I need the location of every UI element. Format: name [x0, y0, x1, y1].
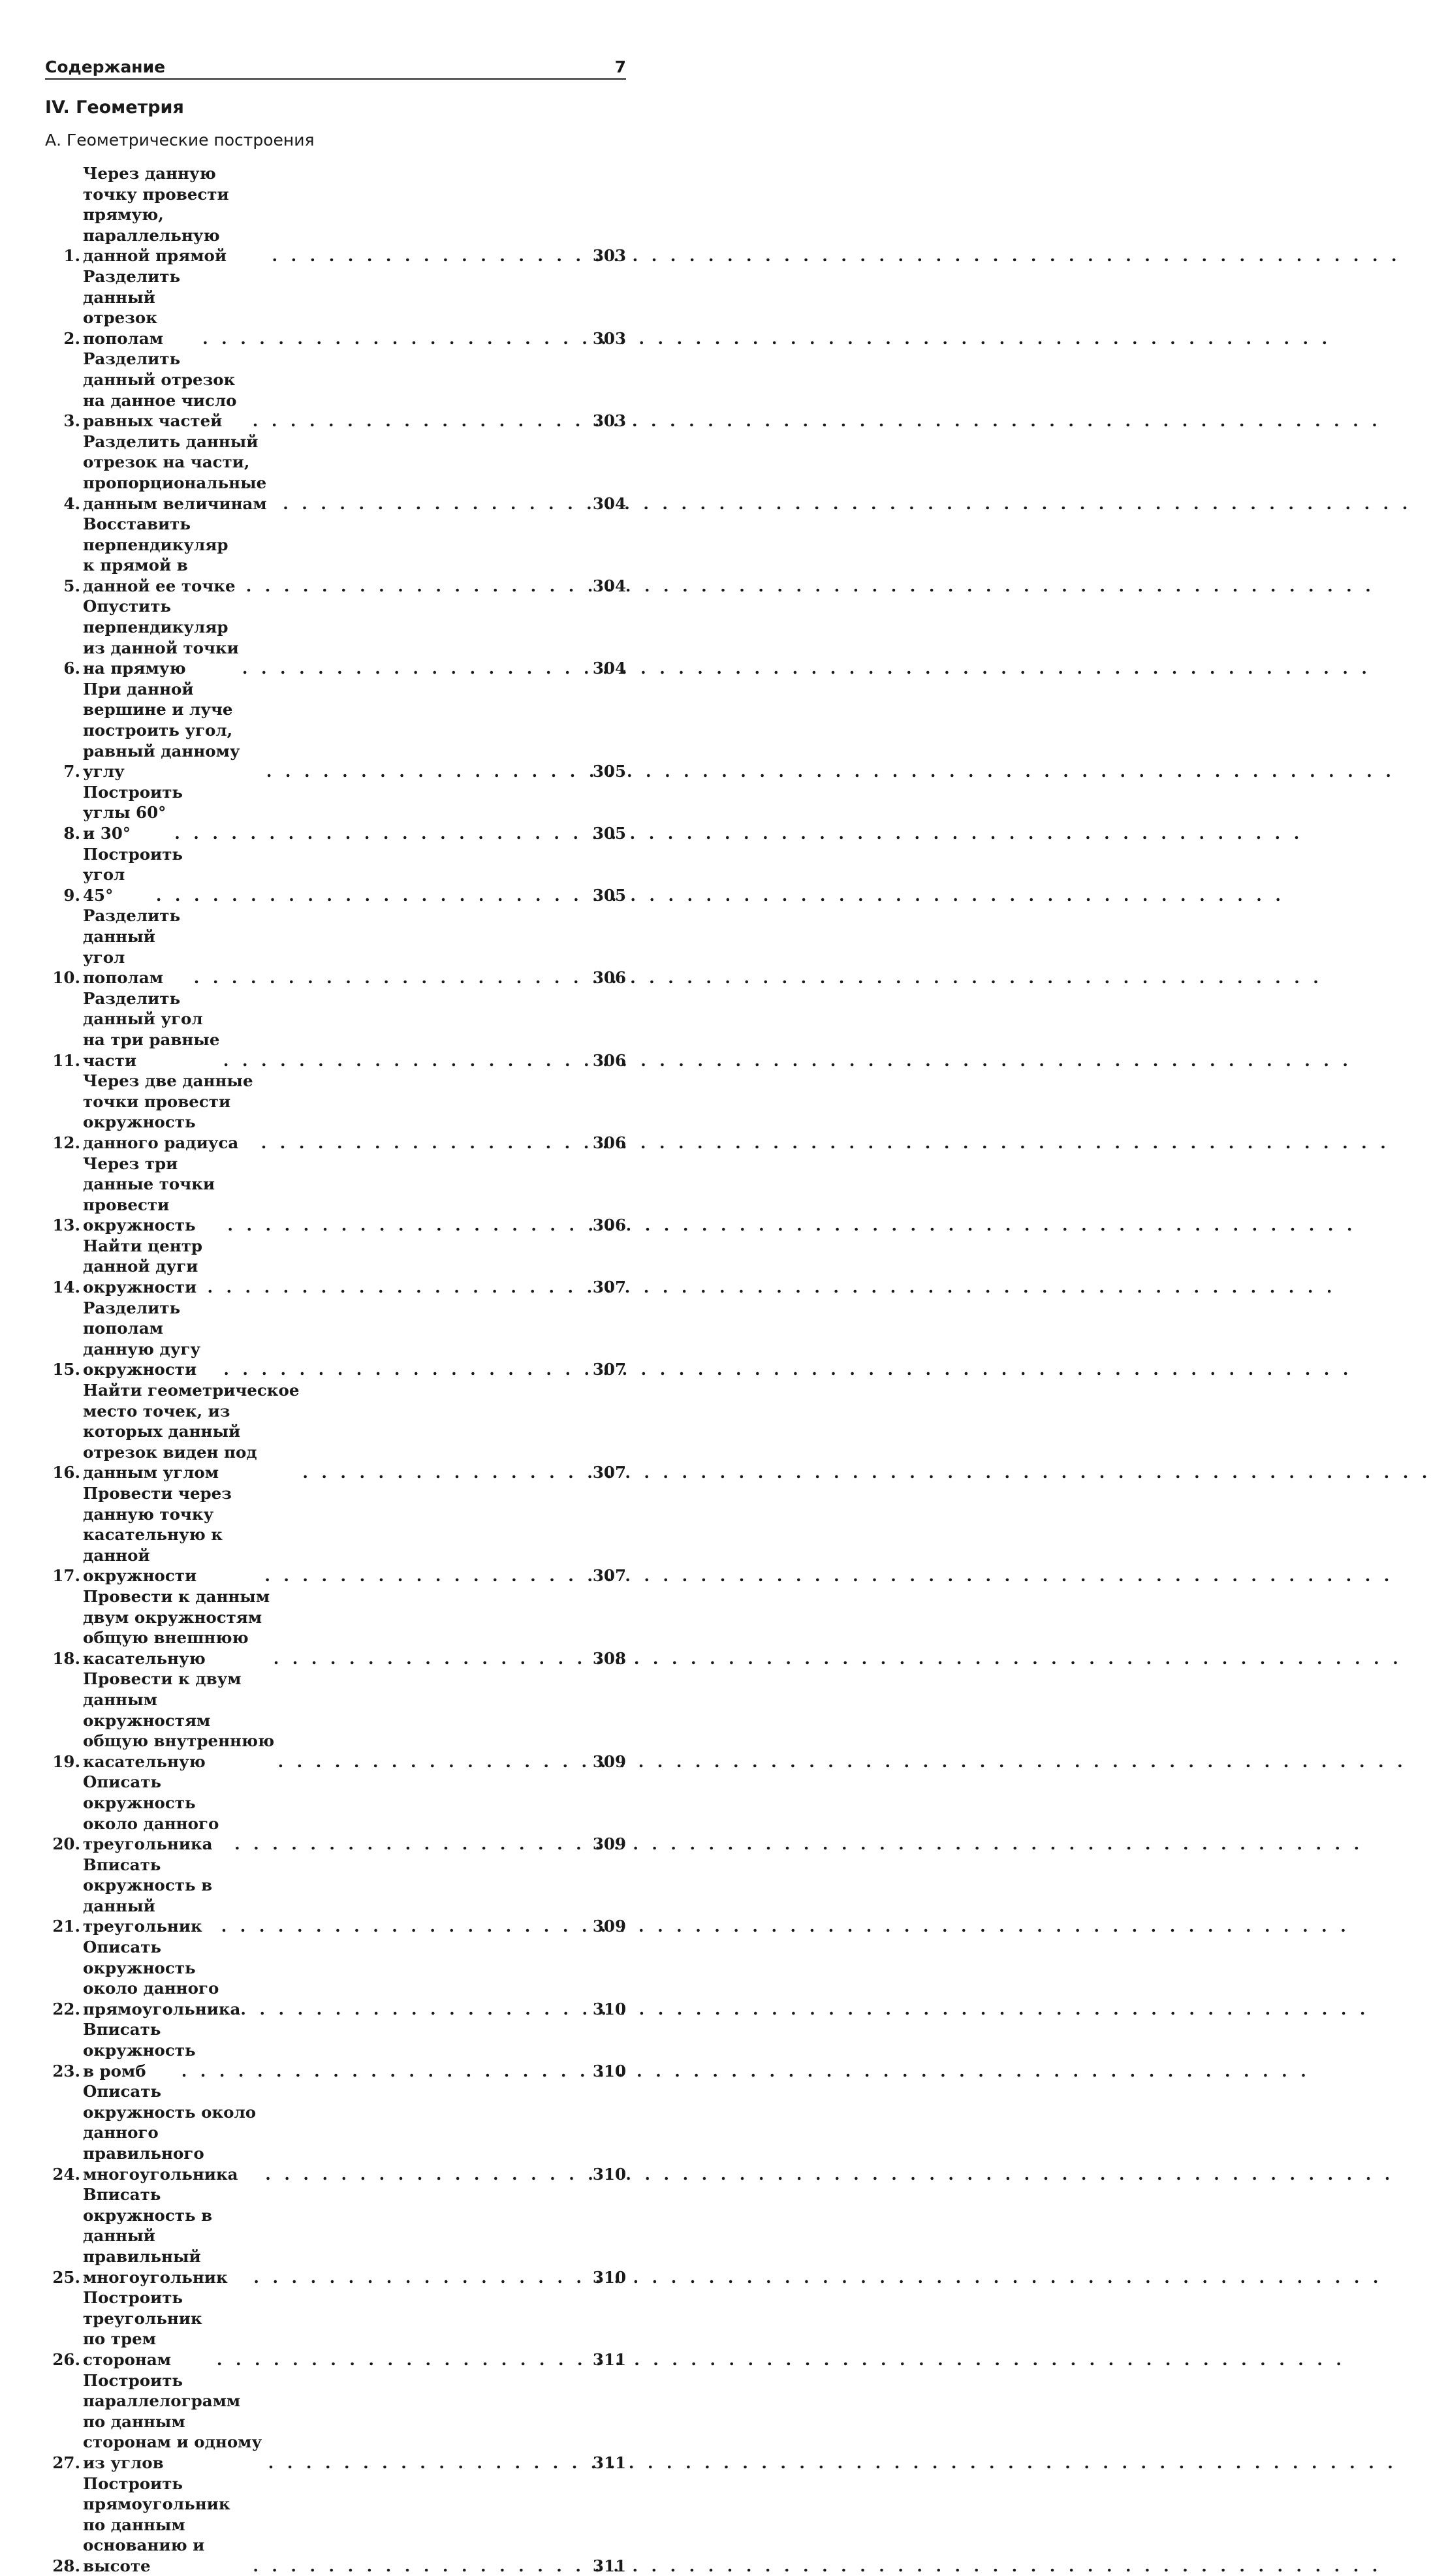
toc-entry-number: 8. [45, 823, 80, 844]
toc-entry-body [80, 349, 626, 431]
running-head-title: Содержание [45, 57, 165, 77]
toc-entry [45, 1071, 626, 1153]
toc-entry-page: 311 [592, 2453, 626, 2474]
toc-dot-leader [172, 823, 592, 844]
toc-entry-body [80, 2019, 626, 2081]
toc-entry-body [80, 2081, 626, 2184]
toc-entry-body [80, 1380, 626, 1483]
toc-entry [45, 1236, 626, 1298]
toc-entry-body [80, 1298, 626, 1380]
toc-entry-page: 308 [592, 1648, 626, 1669]
toc-dot-leader [219, 1916, 592, 1937]
toc-entry-body [80, 988, 626, 1071]
toc-entry-page: 304 [592, 494, 626, 514]
toc-entry-body [80, 1071, 626, 1153]
toc-entry-page: 306 [592, 967, 626, 988]
toc-entry-body [80, 1236, 626, 1298]
toc-entry-number: 16. [45, 1462, 80, 1483]
toc-entry-text: Найти геометрическое место точек, из которых данный отрезок виден под данным углом [83, 1380, 300, 1483]
toc-entry-number: 5. [45, 576, 80, 597]
page-number: 7 [615, 57, 626, 77]
toc-dot-leader [240, 658, 592, 679]
toc-entry-number: 27. [45, 2453, 80, 2474]
toc-entry [45, 596, 626, 678]
toc-entry-number: 10. [45, 967, 80, 988]
toc-entry-page: 307 [592, 1462, 626, 1483]
toc-entry [45, 1380, 626, 1483]
toc-entry-page: 310 [592, 2164, 626, 2185]
toc-dot-leader [259, 1133, 592, 1154]
toc-dot-leader [179, 2061, 592, 2082]
toc-entry [45, 2287, 626, 2370]
toc-entry-body [80, 1772, 626, 1854]
section-title: IV. Геометрия [45, 97, 184, 119]
toc-entry-page: 303 [592, 411, 626, 432]
toc-entry-text: Опустить перпендикуляр из данной точки на прямую [83, 596, 240, 678]
toc-entry-number: 2. [45, 328, 80, 349]
toc-dot-leader [280, 494, 592, 514]
toc-entry-body [80, 2287, 626, 2370]
toc-dot-leader [191, 967, 592, 988]
toc-entry-body [80, 514, 626, 596]
toc-entry-page: 307 [592, 1277, 626, 1298]
toc-entry-page: 307 [592, 1359, 626, 1380]
toc-entry [45, 844, 626, 906]
toc-entry-number: 18. [45, 1648, 80, 1669]
toc-entry-body [80, 782, 626, 844]
toc-entry-text: Найти центр данной дуги окружности [83, 1236, 204, 1298]
toc-list [45, 163, 626, 2576]
toc-dot-leader [232, 1834, 592, 1855]
toc-entry [45, 1154, 626, 1236]
toc-entry-text: Провести к данным двум окружностям общую внешнюю касательную [83, 1586, 271, 1669]
toc-entry [45, 988, 626, 1071]
toc-entry-page: 310 [592, 2267, 626, 2288]
toc-entry [45, 514, 626, 596]
toc-entry-body [80, 1483, 626, 1586]
toc-entry-page: 310 [592, 1999, 626, 2020]
toc-dot-leader [225, 1215, 592, 1236]
toc-entry-text: Разделить данный отрезок пополам [83, 266, 200, 349]
toc-entry-page: 303 [592, 245, 626, 266]
toc-entry [45, 1669, 626, 1772]
toc-dot-leader [250, 411, 592, 432]
toc-dot-leader [262, 1565, 592, 1586]
toc-entry-page: 307 [592, 1565, 626, 1586]
toc-entry-number: 17. [45, 1565, 80, 1586]
toc-entry [45, 1855, 626, 1937]
toc-entry-page: 310 [592, 2061, 626, 2082]
toc-entry-page: 311 [592, 2349, 626, 2370]
toc-entry [45, 2474, 626, 2576]
toc-entry-number: 7. [45, 761, 80, 782]
toc-entry-text: Разделить данный отрезок на части, пропорциональные данным величинам [83, 432, 280, 514]
toc-entry-body [80, 1669, 626, 1772]
toc-entry [45, 1298, 626, 1380]
toc-entry-page: 304 [592, 576, 626, 597]
toc-entry [45, 1772, 626, 1854]
toc-entry-text: При данной вершине и луче построить угол, равный данному углу [83, 679, 264, 782]
toc-entry-body [80, 266, 626, 349]
toc-entry-body [80, 596, 626, 678]
toc-entry-text: Описать окружность около данного правильного многоугольника [83, 2081, 262, 2184]
toc-dot-leader [244, 576, 592, 597]
toc-entry-body [80, 1586, 626, 1669]
toc-entry-body [80, 905, 626, 988]
toc-dot-leader [266, 2453, 592, 2474]
toc-entry-text: Провести к двум данным окружностям общую внутреннюю касательную [83, 1669, 275, 1772]
toc-page [45, 0, 626, 1045]
toc-dot-leader [214, 2349, 592, 2370]
toc-dot-leader [238, 1999, 592, 2020]
toc-entry-number: 6. [45, 658, 80, 679]
toc-entry-number: 15. [45, 1359, 80, 1380]
toc-entry-text: Разделить данный угол на три равные части [83, 988, 221, 1071]
toc-entry-number: 21. [45, 1916, 80, 1937]
toc-entry [45, 2370, 626, 2474]
toc-entry [45, 782, 626, 844]
toc-entry [45, 679, 626, 782]
toc-entry-body [80, 2184, 626, 2287]
toc-entry-text: Вписать окружность в ромб [83, 2019, 179, 2081]
toc-entry-text: Провести через данную точку касательную к данной окружности [83, 1483, 262, 1586]
toc-entry-number: 24. [45, 2164, 80, 2185]
toc-entry-page: 309 [592, 1834, 626, 1855]
toc-entry [45, 1937, 626, 2019]
toc-entry-page: 306 [592, 1215, 626, 1236]
toc-entry-text: Разделить данный отрезок на данное число равных частей [83, 349, 250, 431]
toc-dot-leader [250, 2556, 592, 2576]
toc-entry [45, 1483, 626, 1586]
toc-entry-text: Вписать окружность в данный треугольник [83, 1855, 219, 1937]
toc-entry-text: Построить углы 60° и 30° [83, 782, 172, 844]
toc-entry-body [80, 432, 626, 514]
toc-entry-number: 12. [45, 1133, 80, 1154]
toc-dot-leader [251, 2267, 592, 2288]
toc-entry-page: 306 [592, 1133, 626, 1154]
toc-dot-leader [153, 885, 592, 906]
toc-entry [45, 2019, 626, 2081]
toc-entry-number: 28. [45, 2556, 80, 2576]
toc-entry-text: Через две данные точки провести окружность данного радиуса [83, 1071, 259, 1153]
toc-dot-leader [271, 1648, 592, 1669]
toc-entry-text: Описать окружность около данного прямоугольника [83, 1937, 238, 2019]
toc-dot-leader [262, 2164, 592, 2185]
toc-entry-body [80, 1154, 626, 1236]
toc-entry-text: Построить параллелограмм по данным сторонам и одному из углов [83, 2370, 266, 2474]
toc-entry [45, 266, 626, 349]
toc-entry [45, 2184, 626, 2287]
toc-entry-text: Построить прямоугольник по данным основанию и высоте [83, 2474, 250, 2576]
toc-entry-text: Построить треугольник по трем сторонам [83, 2287, 214, 2370]
toc-entry-number: 22. [45, 1999, 80, 2020]
toc-entry-text: Описать окружность около данного треугольника [83, 1772, 232, 1854]
toc-entry [45, 1586, 626, 1669]
toc-entry-number: 4. [45, 494, 80, 514]
toc-dot-leader [270, 245, 592, 266]
toc-dot-leader [264, 761, 592, 782]
toc-entry-body [80, 2474, 626, 2576]
running-head [45, 56, 626, 80]
toc-entry-text: Построить угол 45° [83, 844, 153, 906]
toc-entry-number: 20. [45, 1834, 80, 1855]
toc-entry-page: 305 [592, 761, 626, 782]
toc-dot-leader [221, 1359, 592, 1380]
toc-entry-body [80, 679, 626, 782]
toc-entry-number: 11. [45, 1050, 80, 1071]
toc-entry-number: 3. [45, 411, 80, 432]
toc-entry-text: Через данную точку провести прямую, параллельную данной прямой [83, 163, 270, 266]
toc-entry-page: 304 [592, 658, 626, 679]
toc-dot-leader [300, 1462, 592, 1483]
toc-entry-number: 19. [45, 1751, 80, 1772]
toc-entry-body [80, 1855, 626, 1937]
toc-entry-text: Через три данные точки провести окружность [83, 1154, 225, 1236]
toc-entry-number: 13. [45, 1215, 80, 1236]
toc-entry-number: 1. [45, 245, 80, 266]
toc-entry-page: 306 [592, 1050, 626, 1071]
toc-entry-body [80, 163, 626, 266]
toc-entry-body [80, 2370, 626, 2474]
toc-entry [45, 432, 626, 514]
toc-entry-page: 303 [592, 328, 626, 349]
toc-entry-text: Вписать окружность в данный правильный многоугольник [83, 2184, 251, 2287]
toc-entry-text: Восставить перпендикуляр к прямой в данной ее точке [83, 514, 244, 596]
toc-entry-page: 309 [592, 1751, 626, 1772]
toc-entry-body [80, 844, 626, 906]
toc-dot-leader [275, 1751, 592, 1772]
toc-entry-page: 309 [592, 1916, 626, 1937]
toc-entry-number: 26. [45, 2349, 80, 2370]
toc-entry-page: 311 [592, 2556, 626, 2576]
toc-entry-number: 23. [45, 2061, 80, 2082]
toc-dot-leader [221, 1050, 592, 1071]
toc-entry [45, 163, 626, 266]
toc-entry-page: 305 [592, 885, 626, 906]
toc-entry-number: 14. [45, 1277, 80, 1298]
toc-entry-number: 25. [45, 2267, 80, 2288]
toc-entry-text: Разделить пополам данную дугу окружности [83, 1298, 221, 1380]
toc-entry [45, 349, 626, 431]
toc-entry-page: 305 [592, 823, 626, 844]
toc-dot-leader [200, 328, 592, 349]
toc-entry [45, 2081, 626, 2184]
subsection-title: А. Геометрические построения [45, 129, 315, 151]
toc-dot-leader [204, 1277, 592, 1298]
toc-entry-text: Разделить данный угол пополам [83, 905, 191, 988]
toc-entry [45, 905, 626, 988]
toc-entry-body [80, 1937, 626, 2019]
toc-entry-number: 9. [45, 885, 80, 906]
